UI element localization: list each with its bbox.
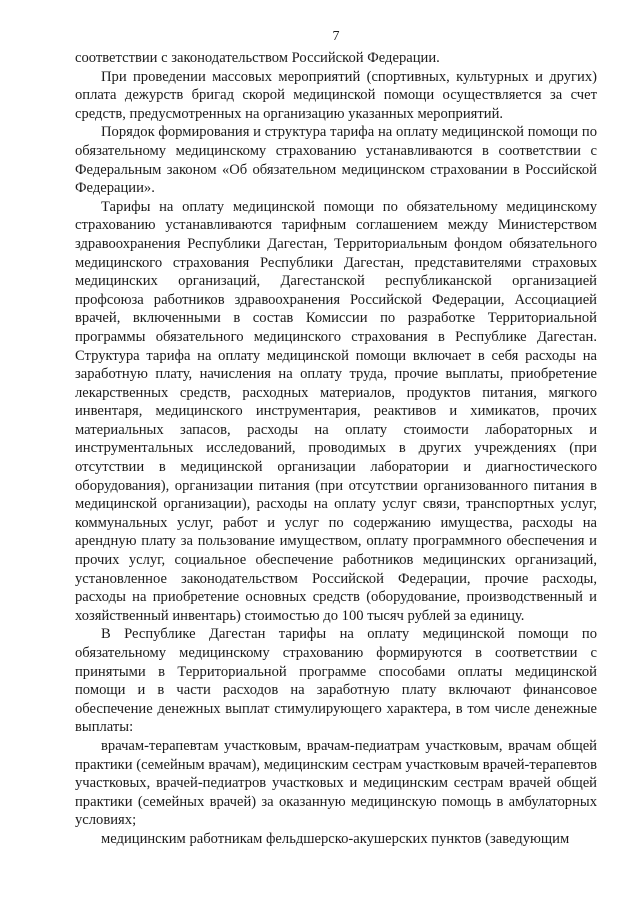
paragraph: Порядок формирования и структура тарифа на оплату медицинской помощи по обязательному медицинскому страхованию устанавливаются в соответствии с Федеральным законом «Об обязательном медицинском страховании в Российской Федерации». bbox=[75, 124, 597, 197]
lead-line: соответствии с законодательством Российской Федерации. bbox=[75, 50, 440, 66]
document-body bbox=[75, 49, 597, 849]
paragraph: врачам-терапевтам участковым, врачам-педиатрам участковым, врачам общей практики (семейным врачам), медицинским сестрам участковым врачей-терапевтов участковых, врачей-педиатров участковых и медицинским сестрам врачей общей практики (семейных врачей) за оказанную медицинскую помощь в амбулаторных условиях; bbox=[75, 737, 597, 829]
paragraph: В Республике Дагестан тарифы на оплату медицинской помощи по обязательному медицинскому страхованию формируются в соответствии с принятыми в Территориальной программе способами оплаты медицинской помощи и в части расходов на заработную плату включают финансовое обеспечение денежных выплат стимулирующего характера, в том числе денежные выплаты: bbox=[75, 626, 597, 736]
document-page bbox=[75, 28, 597, 849]
page-number: 7 bbox=[332, 29, 340, 44]
paragraph: медицинским работникам фельдшерско-акушерских пунктов (заведующим bbox=[101, 830, 570, 847]
paragraph-list bbox=[75, 68, 597, 849]
paragraph: При проведении массовых мероприятий (спортивных, культурных и других) оплата дежурств бригад скорой медицинской помощи осуществляется за счет средств, предусмотренных на организацию указанных мероприятий. bbox=[75, 68, 597, 122]
paragraph: Тарифы на оплату медицинской помощи по обязательному медицинскому страхованию устанавливаются тарифным соглашением между Министерством здравоохранения Республики Дагестан, Территориальным фондом обязательного медицинского страхования Республики Дагестан, представителями страховых медицинских организаций, Дагестанской республиканской организацией профсоюза работников здравоохранения Российской Федерации, Ассоциацией врачей, включенными в состав Комиссии по разработке Территориальной программы обязательного медицинского страхования в Республике Дагестан. Структура тарифа на оплату медицинской помощи включает в себя расходы на заработную плату, начисления на оплату труда, прочие выплаты, приобретение лекарственных средств, расходных материалов, продуктов питания, мягкого инвентаря, медицинского инструментария, реактивов и химикатов, прочих материальных запасов, расходы на оплату стоимости лабораторных и инструментальных исследований, проводимых в других учреждениях (при отсутствии в медицинской организации лаборатории и диагностического оборудования), организации питания (при отсутствии организованного питания в медицинской организации), расходы на оплату услуг связи, транспортных услуг, коммунальных услуг, работ и услуг по содержанию имущества, расходы на арендную плату за пользование имуществом, оплату программного обеспечения и прочих услуг, социальное обеспечение работников медицинских организаций, установленное законодательством Российской Федерации, прочие расходы, расходы на приобретение основных средств (оборудование, производственный и хозяйственный инвентарь) стоимостью до 100 тысяч рублей за единицу. bbox=[75, 198, 597, 624]
